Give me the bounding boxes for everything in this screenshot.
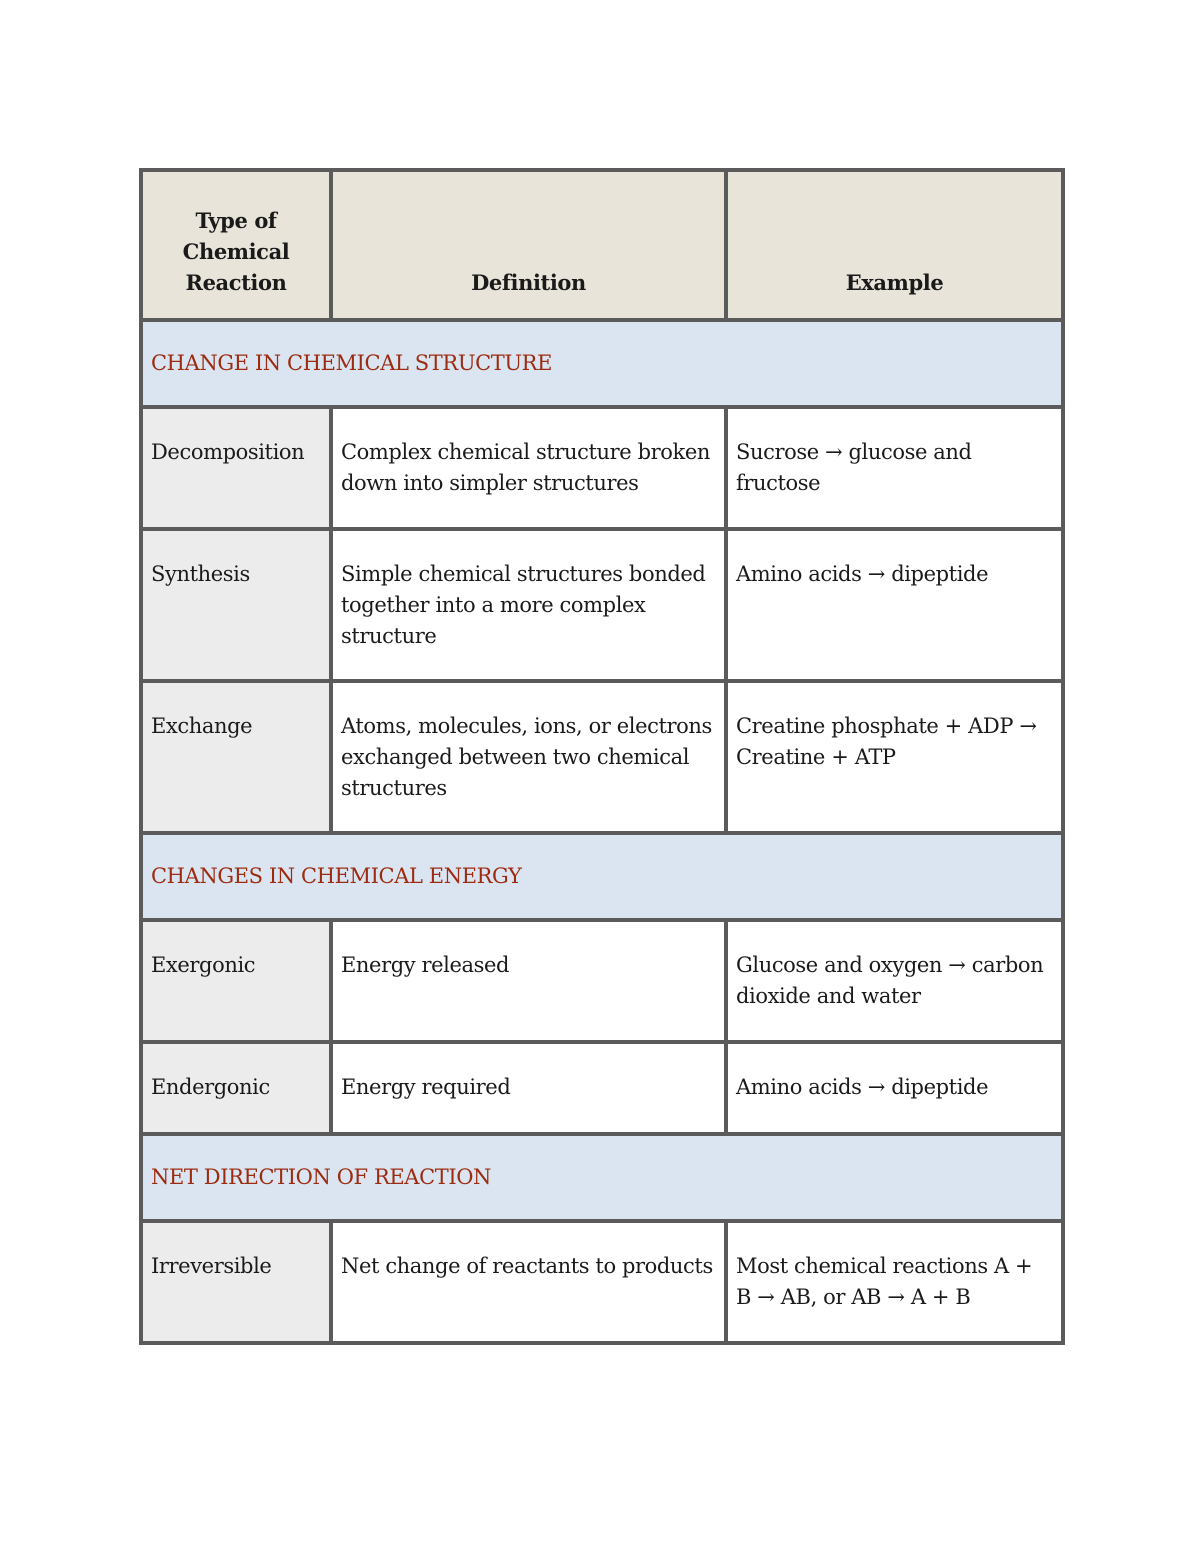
reaction-example: Sucrose → glucose and fructose [726,407,1063,529]
table-row [141,1221,1063,1343]
reaction-example: Amino acids → dipeptide [726,1042,1063,1134]
reaction-definition: Energy required [331,1042,726,1134]
table-row [141,920,1063,1042]
table-body [141,320,1063,1343]
reaction-example: Glucose and oxygen → carbon dioxide and water [726,920,1063,1042]
header-row [141,170,1063,320]
reaction-type: Endergonic [141,1042,331,1134]
table-row [141,407,1063,529]
reaction-type: Synthesis [141,529,331,681]
section-row [141,1134,1063,1221]
reaction-definition: Atoms, molecules, ions, or electrons exchanged between two chemical structures [331,681,726,833]
reaction-example: Most chemical reactions A + B → AB, or AB → A + B [726,1221,1063,1343]
reaction-definition: Complex chemical structure broken down into simpler structures [331,407,726,529]
section-title: NET DIRECTION OF REACTION [141,1134,1063,1221]
reaction-example: Creatine phosphate + ADP → Creatine + ATP [726,681,1063,833]
section-title: CHANGE IN CHEMICAL STRUCTURE [141,320,1063,407]
section-title: CHANGES IN CHEMICAL ENERGY [141,833,1063,920]
reaction-example: Amino acids → dipeptide [726,529,1063,681]
reaction-types-table [139,168,1065,1345]
reaction-definition: Simple chemical structures bonded together into a more complex structure [331,529,726,681]
header-type: Type of Chemical Reaction [141,170,331,320]
reaction-type: Irreversible [141,1221,331,1343]
table-row [141,529,1063,681]
table-row [141,681,1063,833]
reaction-definition: Net change of reactants to products [331,1221,726,1343]
section-row [141,320,1063,407]
table-header [141,170,1063,320]
reaction-type: Exchange [141,681,331,833]
header-definition: Definition [331,170,726,320]
reaction-definition: Energy released [331,920,726,1042]
table-row [141,1042,1063,1134]
section-row [141,833,1063,920]
reaction-type: Exergonic [141,920,331,1042]
header-example: Example [726,170,1063,320]
reaction-type: Decomposition [141,407,331,529]
